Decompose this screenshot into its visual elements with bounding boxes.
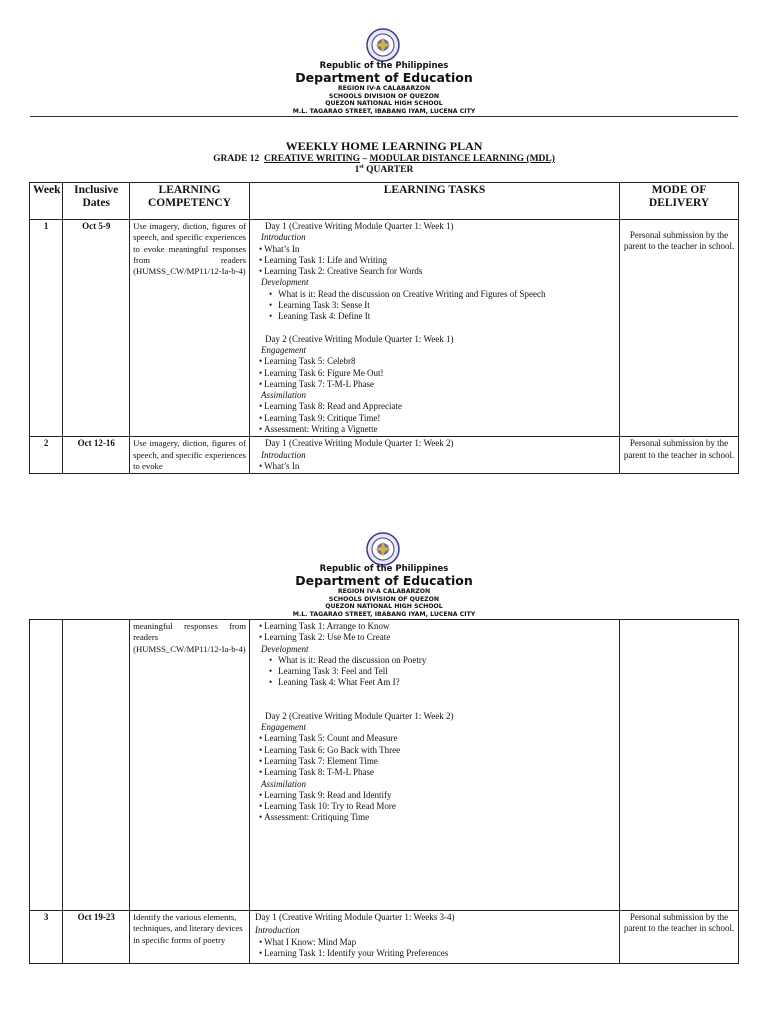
task-item: • What I Know: Mind Map xyxy=(253,937,616,948)
task-item: • Learning Task 10: Try to Read More xyxy=(253,801,616,812)
task-phase: Assimilation xyxy=(260,778,306,789)
task-phase: Introduction xyxy=(254,925,300,936)
dates-cell xyxy=(63,620,130,911)
task-day-heading: Day 1 (Creative Writing Module Quarter 1: Week 2) xyxy=(264,438,454,449)
task-item: • What is it: Read the discussion on Poetry xyxy=(253,655,616,666)
task-item: • Assessment: Critiquing Time xyxy=(253,812,616,823)
dash: – xyxy=(360,154,370,164)
task-day-heading: Day 1 (Creative Writing Module Quarter 1: Weeks 3-4) xyxy=(254,912,455,922)
task-phase: Introduction xyxy=(260,232,306,243)
task-item: • Learning Task 6: Figure Me Out! xyxy=(253,368,616,379)
header-dates: Inclusive Dates xyxy=(63,183,130,220)
department-text: Department of Education xyxy=(295,70,473,85)
task-phase: Engagement xyxy=(260,344,306,355)
task-phase: Development xyxy=(260,643,309,654)
deped-seal-icon xyxy=(366,532,400,566)
task-phase: Development xyxy=(260,277,309,288)
table-row xyxy=(30,911,739,964)
region-text: REGION IV-A CALABARZON xyxy=(337,85,431,92)
address-text: M.L. TAGARAO STREET, IBABANG IYAM, LUCENA CITY xyxy=(292,610,476,618)
spacer xyxy=(253,700,616,711)
task-item: • Learning Task 8: Read and Appreciate xyxy=(253,401,616,412)
week-cell xyxy=(30,620,63,911)
mode-label: MODULAR DISTANCE LEARNING (MDL) xyxy=(369,154,555,164)
task-item: • Learning Task 3: Sense It xyxy=(253,300,616,311)
task-item: • What’s In xyxy=(253,244,616,255)
department-text: Department of Education xyxy=(295,573,473,588)
quarter-sup: st xyxy=(359,164,364,170)
task-item: • What’s In xyxy=(253,461,616,472)
task-day-heading: Day 2 (Creative Writing Module Quarter 1: Week 2) xyxy=(264,710,454,721)
grade-label: GRADE 12 xyxy=(213,154,260,164)
task-phase: Assimilation xyxy=(260,390,306,401)
task-item: • Learning Task 1: Life and Writing xyxy=(253,255,616,266)
school-text: QUEZON NATIONAL HIGH SCHOOL xyxy=(325,100,443,107)
task-item: • Learning Task 2: Use Me to Create xyxy=(253,632,616,643)
mode-cell: Personal submission by the parent to the teacher in school. xyxy=(620,220,739,437)
week-cell: 1 xyxy=(30,220,63,437)
competency-cell: Use imagery, diction, figures of speech, and specific experiences to evoke meaningful responses from readers (HUMSS_CW/MP11/12-Ia-b-4) xyxy=(130,220,250,437)
learning-plan-table-continued xyxy=(29,619,739,964)
subject-label: CREATIVE WRITING xyxy=(264,154,361,164)
task-item: • What is it: Read the discussion on Creative Writing and Figures of Speech xyxy=(253,289,616,300)
letterhead xyxy=(0,564,768,618)
week-cell: 3 xyxy=(30,911,63,964)
plan-title: WEEKLY HOME LEARNING PLAN xyxy=(285,139,483,153)
tasks-cell xyxy=(249,911,619,964)
task-item: • Learning Task 1: Arrange to Know xyxy=(253,621,616,632)
competency-cell: Use imagery, diction, figures of speech, and specific experiences to evoke xyxy=(130,437,250,474)
task-item: • Learning Task 1: Identify your Writing Preferences xyxy=(253,948,616,959)
task-item: • Learning Task 6: Go Back with Three xyxy=(253,745,616,756)
mode-cell xyxy=(620,620,739,911)
task-phase: Engagement xyxy=(260,722,306,733)
school-text: QUEZON NATIONAL HIGH SCHOOL xyxy=(325,603,443,610)
quarter-num: 1 xyxy=(354,165,360,176)
task-day-heading: Day 2 (Creative Writing Module Quarter 1: Week 1) xyxy=(264,333,454,344)
mode-cell: Personal submission by the parent to the teacher in school. xyxy=(620,437,739,474)
task-item: • Learning Task 5: Count and Measure xyxy=(253,733,616,744)
task-item: • Learning Task 9: Critique Time! xyxy=(253,413,616,424)
task-item: • Learning Task 2: Creative Search for Words xyxy=(253,266,616,277)
week-cell: 2 xyxy=(30,437,63,474)
task-item: • Learning Task 7: T-M-L Phase xyxy=(253,379,616,390)
header-mode: MODE OF DELIVERY xyxy=(620,183,739,220)
mode-cell: Personal submission by the parent to the teacher in school. xyxy=(620,911,739,964)
task-item: • Learning Task 5: Celebr8 xyxy=(253,356,616,367)
competency-cell: meaningful responses from readers (HUMSS_CW/MP11/12-Ia-b-4) xyxy=(130,620,250,911)
dates-cell: Oct 5-9 xyxy=(63,220,130,437)
task-item: • Learning Task 3: Feel and Tell xyxy=(253,666,616,677)
task-item: • Learning Task 9: Read and Identify xyxy=(253,790,616,801)
task-item: • Learning Task 7: Element Time xyxy=(253,756,616,767)
division-text: SCHOOLS DIVISION OF QUEZON xyxy=(328,92,440,100)
competency-cell: Identify the various elements, techniques, and literary devices in specific forms of poetry xyxy=(130,911,250,964)
header-tasks: LEARNING TASKS xyxy=(249,183,619,220)
task-item: • Leaning Task 4: What Feet Am I? xyxy=(253,677,616,688)
task-item: • Leaning Task 4: Define It xyxy=(253,311,616,322)
republic-text: Republic of the Philippines xyxy=(319,61,449,71)
quarter-word: QUARTER xyxy=(366,165,414,176)
dates-cell: Oct 12-16 xyxy=(63,437,130,474)
spacer xyxy=(253,689,616,700)
republic-text: Republic of the Philippines xyxy=(319,564,449,574)
task-day-heading: Day 1 (Creative Writing Module Quarter 1: Week 1) xyxy=(264,221,454,231)
region-text: REGION IV-A CALABARZON xyxy=(337,588,431,595)
address-text: M.L. TAGARAO STREET, IBABANG IYAM, LUCENA CITY xyxy=(292,107,476,115)
division-text: SCHOOLS DIVISION OF QUEZON xyxy=(328,595,440,603)
task-item: • Assessment: Writing a Vignette xyxy=(253,424,616,435)
task-item: • Learning Task 8: T-M-L Phase xyxy=(253,767,616,778)
header-week: Week xyxy=(30,183,63,220)
task-phase: Introduction xyxy=(260,449,306,460)
header-competency: LEARNING COMPETENCY xyxy=(130,183,250,220)
dates-cell: Oct 19-23 xyxy=(63,911,130,964)
tasks-cell xyxy=(249,620,619,911)
table-row xyxy=(30,620,739,911)
